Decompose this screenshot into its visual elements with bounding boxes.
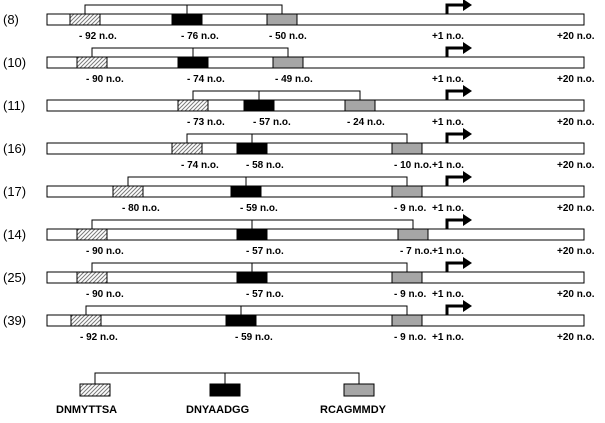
transcription-start-arrowhead-icon: [463, 214, 472, 226]
motif-position-label: - 76 n.o.: [181, 31, 219, 42]
legend-label-gray: RCAGMMDY: [320, 404, 386, 416]
transcription-start-arrow-icon: [447, 306, 465, 315]
promoter-id-label: (39): [3, 313, 27, 328]
motif-position-label: - 59 n.o.: [235, 332, 273, 343]
promoter-bar: [47, 272, 584, 283]
motif-bracket: [85, 5, 282, 14]
motif-box-black: [226, 315, 256, 326]
motif-position-label: - 9 n.o.: [394, 289, 427, 300]
transcription-start-arrowhead-icon: [463, 0, 472, 11]
promoter-row: [3, 214, 595, 257]
plus1-label: +1 n.o.: [432, 117, 464, 128]
transcription-start-arrow-icon: [447, 263, 465, 272]
motif-box-hatched: [77, 229, 107, 240]
motif-position-label: - 74 n.o.: [181, 160, 219, 171]
plus20-label: +20 n.o.: [557, 203, 595, 214]
plus1-label: +1 n.o.: [432, 289, 464, 300]
motif-box-black: [244, 100, 274, 111]
plus1-label: +1 n.o.: [432, 332, 464, 343]
transcription-start-arrow-icon: [447, 5, 465, 14]
transcription-start-arrowhead-icon: [463, 171, 472, 183]
motif-box-hatched: [70, 14, 100, 25]
transcription-start-arrowhead-icon: [463, 42, 472, 54]
promoter-bar: [47, 14, 584, 25]
motif-position-label: - 10 n.o.: [394, 160, 432, 171]
promoter-id-label: (11): [3, 98, 26, 113]
motif-position-label: - 58 n.o.: [246, 160, 284, 171]
motif-box-black: [172, 14, 202, 25]
plus1-label: +1 n.o.: [432, 74, 464, 85]
motif-position-label: - 90 n.o.: [86, 246, 124, 257]
motif-box-hatched: [77, 272, 107, 283]
motif-position-label: - 90 n.o.: [86, 74, 124, 85]
motif-position-label: - 7 n.o.: [400, 246, 433, 257]
promoter-id-label: (25): [3, 270, 27, 285]
motif-bracket: [128, 177, 407, 186]
promoter-bar: [47, 143, 584, 154]
plus20-label: +20 n.o.: [557, 31, 595, 42]
promoter-id-label: (16): [3, 141, 27, 156]
plus20-label: +20 n.o.: [557, 117, 595, 128]
plus20-label: +20 n.o.: [557, 74, 595, 85]
plus20-label: +20 n.o.: [557, 246, 595, 257]
motif-box-hatched: [71, 315, 101, 326]
motif-box-gray: [392, 143, 422, 154]
promoter-row: [3, 300, 595, 343]
motif-box-gray: [392, 272, 422, 283]
motif-position-label: - 9 n.o.: [394, 332, 427, 343]
motif-position-label: - 57 n.o.: [246, 246, 284, 257]
transcription-start-arrow-icon: [447, 177, 465, 186]
motif-position-label: - 49 n.o.: [275, 74, 313, 85]
motif-position-label: - 57 n.o.: [253, 117, 291, 128]
transcription-start-arrow-icon: [447, 48, 465, 57]
legend-swatch-hatched: [80, 384, 110, 396]
motif-position-label: - 50 n.o.: [269, 31, 307, 42]
transcription-start-arrow-icon: [447, 220, 465, 229]
motif-box-hatched: [178, 100, 208, 111]
legend-bracket: [95, 373, 359, 384]
motif-position-label: - 73 n.o.: [187, 117, 225, 128]
transcription-start-arrowhead-icon: [463, 257, 472, 269]
promoter-row: [3, 171, 595, 214]
motif-box-black: [237, 143, 267, 154]
motif-position-label: - 24 n.o.: [347, 117, 385, 128]
legend-label-hatched: DNMYTTSA: [56, 404, 118, 416]
promoter-id-label: (17): [3, 184, 27, 199]
motif-box-black: [178, 57, 208, 68]
plus1-label: +1 n.o.: [432, 31, 464, 42]
motif-position-label: - 92 n.o.: [79, 31, 117, 42]
plus20-label: +20 n.o.: [557, 332, 595, 343]
motif-bracket: [193, 91, 360, 100]
promoter-row: [3, 42, 595, 85]
motif-box-hatched: [77, 57, 107, 68]
transcription-start-arrowhead-icon: [463, 128, 472, 140]
motif-position-label: - 90 n.o.: [86, 289, 124, 300]
motif-box-gray: [345, 100, 375, 111]
motif-position-label: - 57 n.o.: [246, 289, 284, 300]
motif-position-label: - 80 n.o.: [122, 203, 160, 214]
motif-box-black: [237, 272, 267, 283]
promoter-bar: [47, 315, 584, 326]
motif-bracket: [92, 48, 288, 57]
motif-bracket: [187, 134, 407, 143]
legend-label-black: DNYAADGG: [186, 404, 250, 416]
promoter-bar: [47, 100, 584, 111]
transcription-start-arrowhead-icon: [463, 85, 472, 97]
motif-position-label: - 59 n.o.: [240, 203, 278, 214]
promoter-id-label: (10): [3, 55, 27, 70]
promoter-id-label: (14): [3, 227, 27, 242]
motif-position-label: - 74 n.o.: [187, 74, 225, 85]
motif-position-label: - 92 n.o.: [80, 332, 118, 343]
promoter-id-label: (8): [3, 12, 19, 27]
plus1-label: +1 n.o.: [432, 246, 464, 257]
motif-legend: [56, 373, 387, 416]
promoter-row: [3, 257, 595, 300]
motif-position-label: - 9 n.o.: [394, 203, 427, 214]
motif-box-gray: [398, 229, 428, 240]
motif-bracket: [92, 263, 407, 272]
legend-swatch-black: [210, 384, 240, 396]
plus20-label: +20 n.o.: [557, 289, 595, 300]
transcription-start-arrow-icon: [447, 91, 465, 100]
plus1-label: +1 n.o.: [432, 160, 464, 171]
motif-box-hatched: [113, 186, 143, 197]
promoter-rows: [3, 0, 595, 343]
motif-box-gray: [392, 315, 422, 326]
plus1-label: +1 n.o.: [432, 203, 464, 214]
transcription-start-arrow-icon: [447, 134, 465, 143]
motif-box-gray: [267, 14, 297, 25]
promoter-row: [3, 128, 595, 171]
plus20-label: +20 n.o.: [557, 160, 595, 171]
promoter-bar: [47, 229, 584, 240]
motif-bracket: [86, 306, 407, 315]
motif-box-black: [237, 229, 267, 240]
motif-box-hatched: [172, 143, 202, 154]
promoter-row: [3, 85, 595, 128]
transcription-start-arrowhead-icon: [463, 300, 472, 312]
motif-box-gray: [392, 186, 422, 197]
promoter-row: [3, 0, 595, 42]
promoter-bar: [47, 57, 584, 68]
legend-swatch-gray: [344, 384, 374, 396]
motif-box-black: [231, 186, 261, 197]
motif-box-gray: [273, 57, 303, 68]
